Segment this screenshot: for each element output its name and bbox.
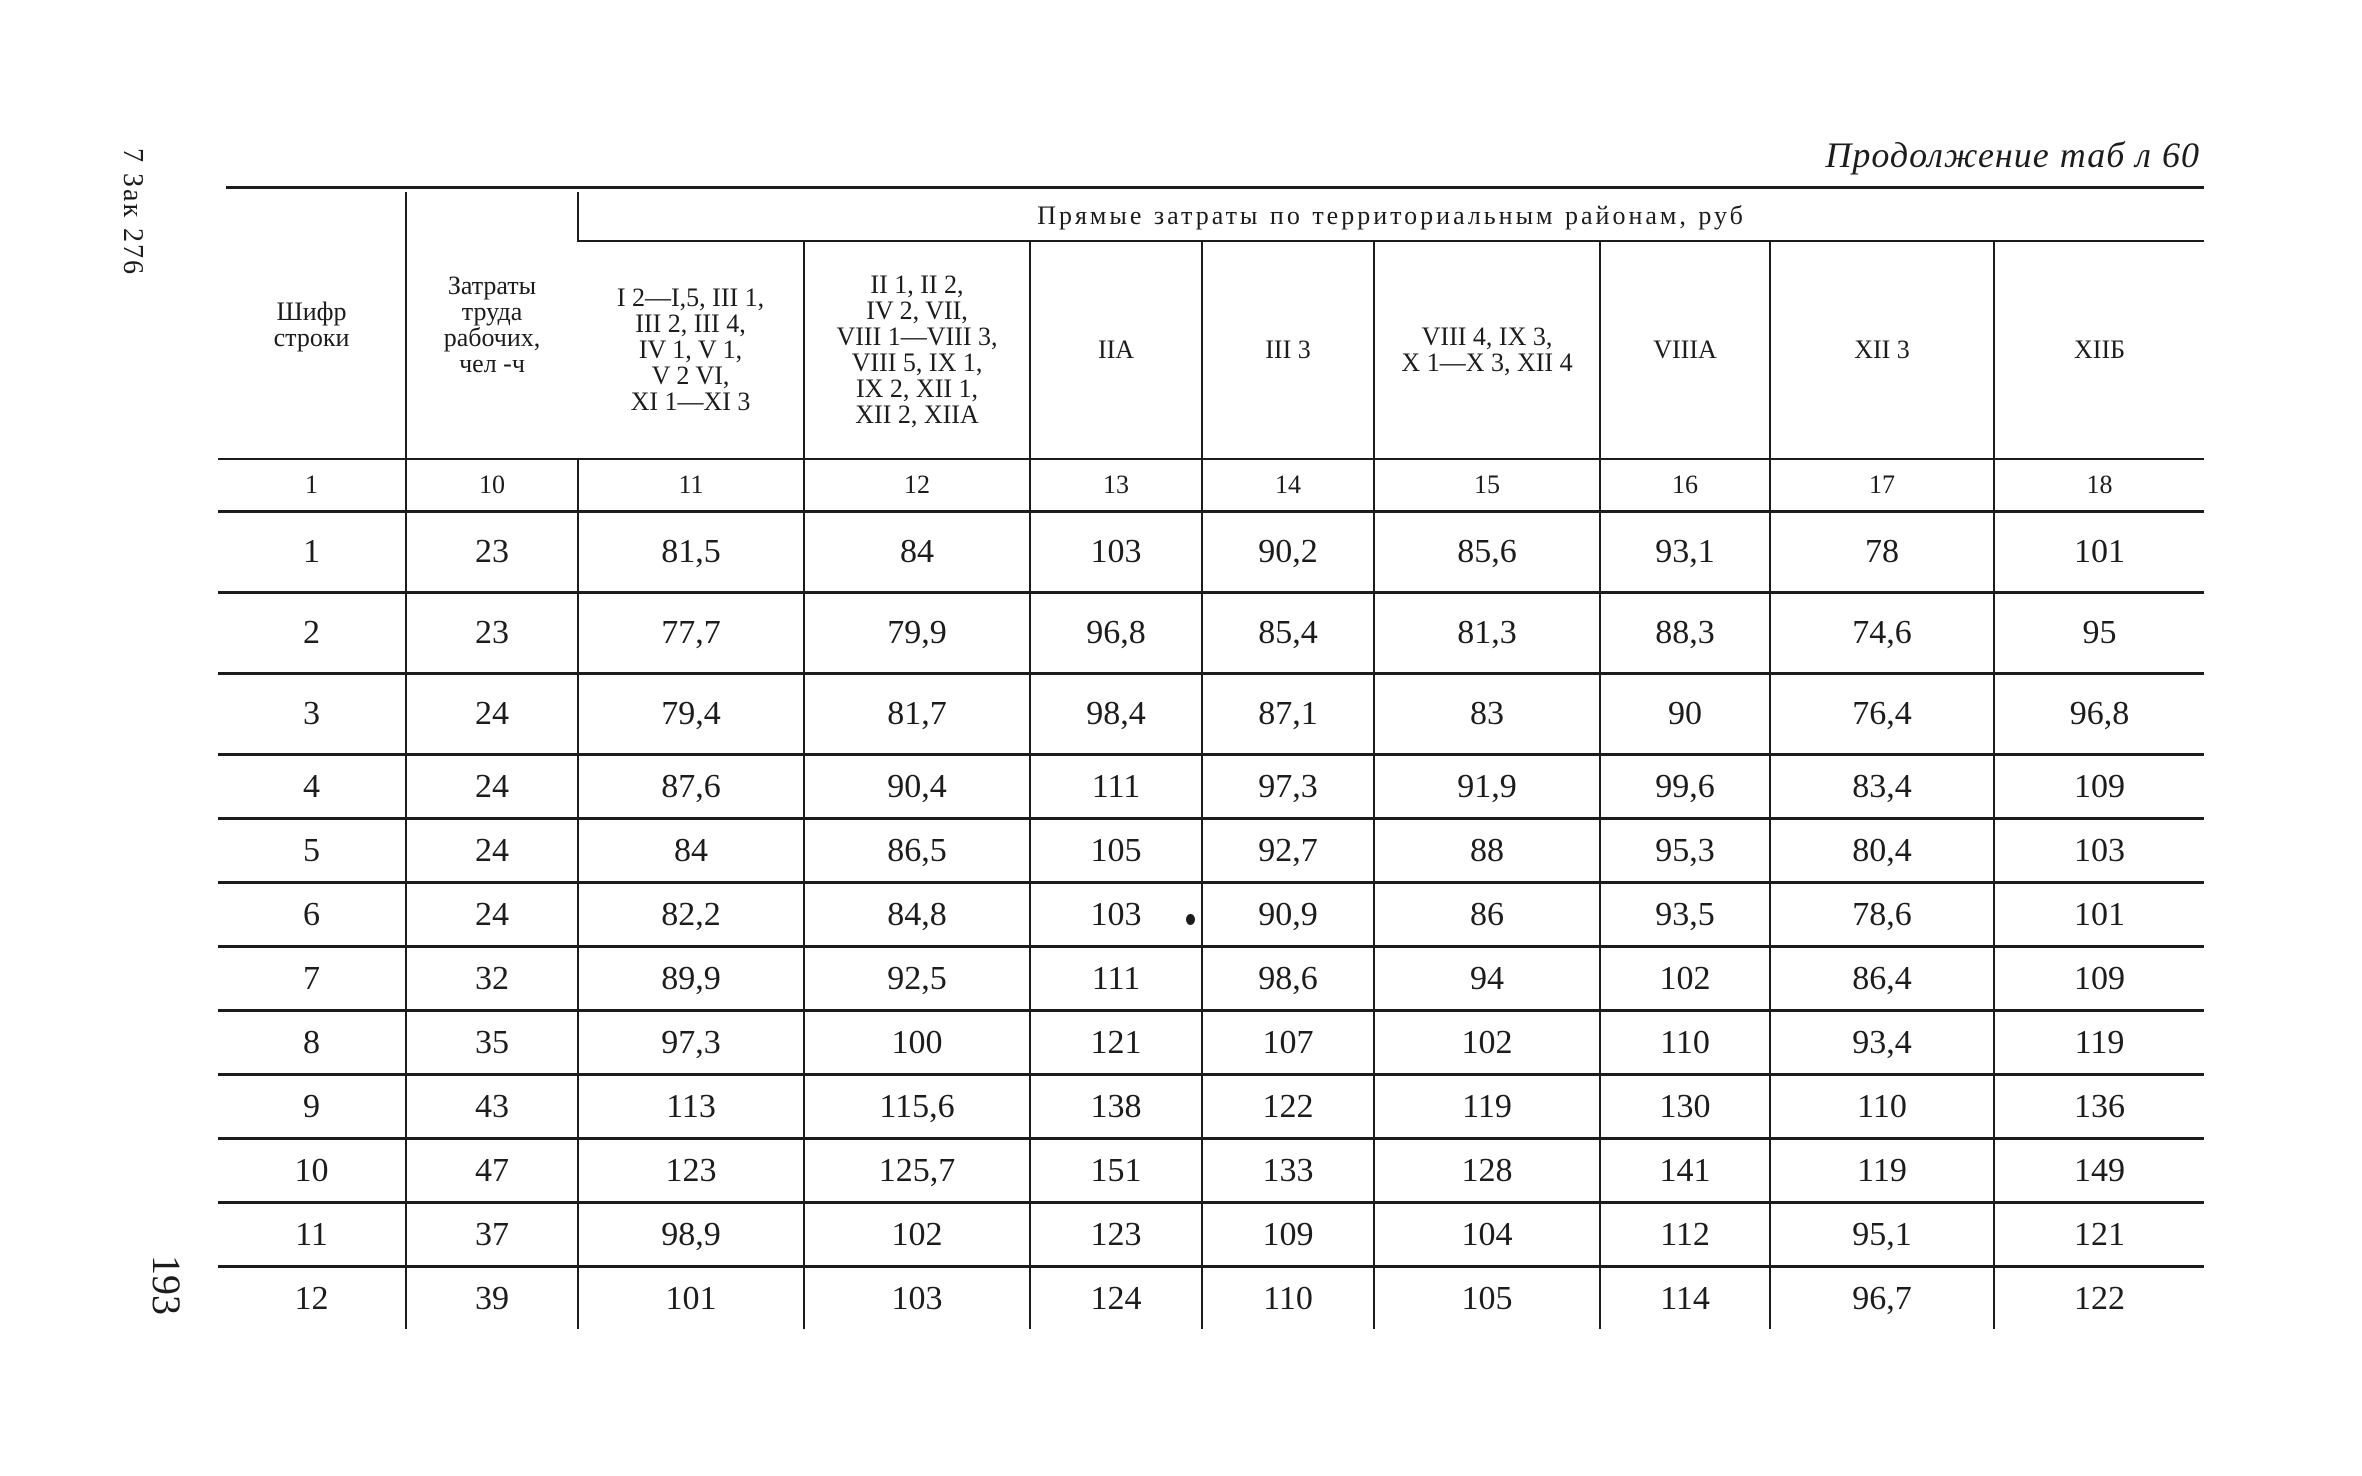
table-cell: 32 [406,947,578,1011]
caption-rule [226,186,2204,189]
table-cell: 98,4 [1030,674,1202,755]
table-cell: 84 [804,512,1030,593]
ink-mark [1186,914,1195,925]
table-cell: 8 [218,1011,406,1075]
table-row [218,1139,2204,1203]
table-cell: 99,6 [1600,755,1770,819]
table-cell: 87,1 [1202,674,1374,755]
table-cell: 149 [1994,1139,2204,1203]
table-cell: 130 [1600,1075,1770,1139]
table-cell: 79,4 [578,674,804,755]
column-number: 11 [578,459,804,512]
table-cell: 86 [1374,883,1600,947]
table-row [218,1203,2204,1267]
table-row [218,593,2204,674]
table-cell: 138 [1030,1075,1202,1139]
table-cell: 125,7 [804,1139,1030,1203]
table-cell: 96,8 [1994,674,2204,755]
table-cell: 39 [406,1267,578,1330]
table-cell: 83,4 [1770,755,1994,819]
table-cell: 10 [218,1139,406,1203]
table-row [218,755,2204,819]
table-cell: 90 [1600,674,1770,755]
table-row [218,1075,2204,1139]
table-cell: 84,8 [804,883,1030,947]
table-cell: 133 [1202,1139,1374,1203]
table-cell: 102 [1374,1011,1600,1075]
margin-note: 7 Зак 276 [117,148,148,277]
table-cell: 151 [1030,1139,1202,1203]
table-cell: 9 [218,1075,406,1139]
table-cell: 11 [218,1203,406,1267]
table-cell: 74,6 [1770,593,1994,674]
table-cell: 84 [578,819,804,883]
table-cell: 110 [1600,1011,1770,1075]
table-cell: 95,3 [1600,819,1770,883]
table-cell: 81,5 [578,512,804,593]
table-cell: 103 [1030,512,1202,593]
header-region-group-2: II 1, II 2, IV 2, VII, VIII 1—VIII 3, VIII 5, IX 1, IX 2, XII 1, XII 2, XIIA [804,241,1030,459]
table-cell: 89,9 [578,947,804,1011]
table-cell: 113 [578,1075,804,1139]
table-cell: 81,7 [804,674,1030,755]
table-cell: 80,4 [1770,819,1994,883]
table-cell: 111 [1030,947,1202,1011]
table-cell: 103 [1994,819,2204,883]
table-cell: 102 [1600,947,1770,1011]
table-cell: 97,3 [578,1011,804,1075]
page-number: 193 [144,1255,189,1315]
table-cell: 83 [1374,674,1600,755]
table-cell: 86,4 [1770,947,1994,1011]
table-cell: 92,5 [804,947,1030,1011]
table-cell: 77,7 [578,593,804,674]
column-number: 10 [406,459,578,512]
table-cell: 76,4 [1770,674,1994,755]
table-cell: 121 [1030,1011,1202,1075]
table-cell: 96,8 [1030,593,1202,674]
column-number: 14 [1202,459,1374,512]
table-cell: 136 [1994,1075,2204,1139]
table-cell: 85,4 [1202,593,1374,674]
table-cell: 96,7 [1770,1267,1994,1330]
header-region-group-3: VIII 4, IX 3, X 1—X 3, XII 4 [1374,241,1600,459]
table-cell: 119 [1374,1075,1600,1139]
table-cell: 94 [1374,947,1600,1011]
table-cell: 109 [1994,755,2204,819]
table-cell: 87,6 [578,755,804,819]
table-cell: 24 [406,883,578,947]
table-cell: 123 [578,1139,804,1203]
table-cell: 101 [1994,512,2204,593]
direct-costs-table [218,192,2204,1329]
table-cell: 78 [1770,512,1994,593]
table-row [218,1011,2204,1075]
table-cell: 95,1 [1770,1203,1994,1267]
table-cell: 109 [1202,1203,1374,1267]
table-cell: 93,1 [1600,512,1770,593]
table-cell: 88 [1374,819,1600,883]
column-number: 18 [1994,459,2204,512]
table-row [218,674,2204,755]
header-region-2a: IIA [1030,241,1202,459]
table-cell: 124 [1030,1267,1202,1330]
table-row [218,883,2204,947]
table-cell: 103 [804,1267,1030,1330]
table-cell: 24 [406,674,578,755]
table-cell: 43 [406,1075,578,1139]
table-cell: 6 [218,883,406,947]
header-region-8a: VIIIA [1600,241,1770,459]
header-labor-cost: Затраты труда рабочих, чел -ч [406,192,578,459]
table-cell: 101 [1994,883,2204,947]
table-cell: 90,2 [1202,512,1374,593]
header-region-12b: XIIБ [1994,241,2204,459]
table-cell: 1 [218,512,406,593]
table-cell: 79,9 [804,593,1030,674]
table-cell: 123 [1030,1203,1202,1267]
table-cell: 7 [218,947,406,1011]
table-cell: 114 [1600,1267,1770,1330]
table-cell: 92,7 [1202,819,1374,883]
table-cell: 105 [1374,1267,1600,1330]
table-cell: 115,6 [804,1075,1030,1139]
table-cell: 98,6 [1202,947,1374,1011]
table-cell: 2 [218,593,406,674]
column-number: 17 [1770,459,1994,512]
table-cell: 141 [1600,1139,1770,1203]
table-cell: 93,5 [1600,883,1770,947]
header-region-12-3: XII 3 [1770,241,1994,459]
group-header-direct-costs: Прямые затраты по территориальным районам, руб [578,192,2204,241]
table-cell: 101 [578,1267,804,1330]
table-cell: 100 [804,1011,1030,1075]
column-number: 15 [1374,459,1600,512]
table-cell: 119 [1770,1139,1994,1203]
column-number: 1 [218,459,406,512]
table-row [218,819,2204,883]
table-cell: 88,3 [1600,593,1770,674]
header-region-3-3: III 3 [1202,241,1374,459]
table-cell: 85,6 [1374,512,1600,593]
table-cell: 24 [406,819,578,883]
table-cell: 12 [294,1279,329,1317]
table-cell: 4 [218,755,406,819]
table-cell: 37 [406,1203,578,1267]
table-cell: 95 [1994,593,2204,674]
column-number: 13 [1030,459,1202,512]
table-cell: 112 [1600,1203,1770,1267]
table-cell: 104 [1374,1203,1600,1267]
table-row [218,947,2204,1011]
table-cell: 35 [406,1011,578,1075]
table-cell: 93,4 [1770,1011,1994,1075]
table-cell: 81,3 [1374,593,1600,674]
table-cell: 91,9 [1374,755,1600,819]
table-cell: 5 [218,819,406,883]
table-cell: 97,3 [1202,755,1374,819]
table-cell: 24 [406,755,578,819]
table-caption: Продолжение таб л 60 [1825,135,2200,175]
table-cell: 105 [1030,819,1202,883]
table-cell: 111 [1030,755,1202,819]
table-cell: 109 [1994,947,2204,1011]
table-cell: 107 [1202,1011,1374,1075]
table-cell: 110 [1770,1075,1994,1139]
header-row-code: Шифр строки [218,192,406,459]
column-number-row [218,459,2204,512]
table-cell: 78,6 [1770,883,1994,947]
table-cell: 86,5 [804,819,1030,883]
table-cell: 121 [1994,1203,2204,1267]
table-cell: 90,9 [1202,883,1374,947]
table-cell: 90,4 [804,755,1030,819]
table-cell: 98,9 [578,1203,804,1267]
table-row [218,512,2204,593]
table-cell: 110 [1202,1267,1374,1330]
table-cell: 47 [406,1139,578,1203]
table-cell: 122 [1202,1075,1374,1139]
table-cell: 128 [1374,1139,1600,1203]
column-number: 12 [804,459,1030,512]
table-cell: 103 [1030,883,1202,947]
table-cell: 102 [804,1203,1030,1267]
table-cell: 82,2 [578,883,804,947]
table-cell: 122 [1994,1267,2204,1330]
header-region-group-1: I 2—I,5, III 1, III 2, III 4, IV 1, V 1, V 2 VI, XI 1—XI 3 [578,241,804,459]
table-cell: 23 [406,593,578,674]
table-cell: 119 [1994,1011,2204,1075]
column-number: 16 [1600,459,1770,512]
table-row [218,1267,2204,1330]
table-cell: 3 [218,674,406,755]
table-cell: 23 [406,512,578,593]
